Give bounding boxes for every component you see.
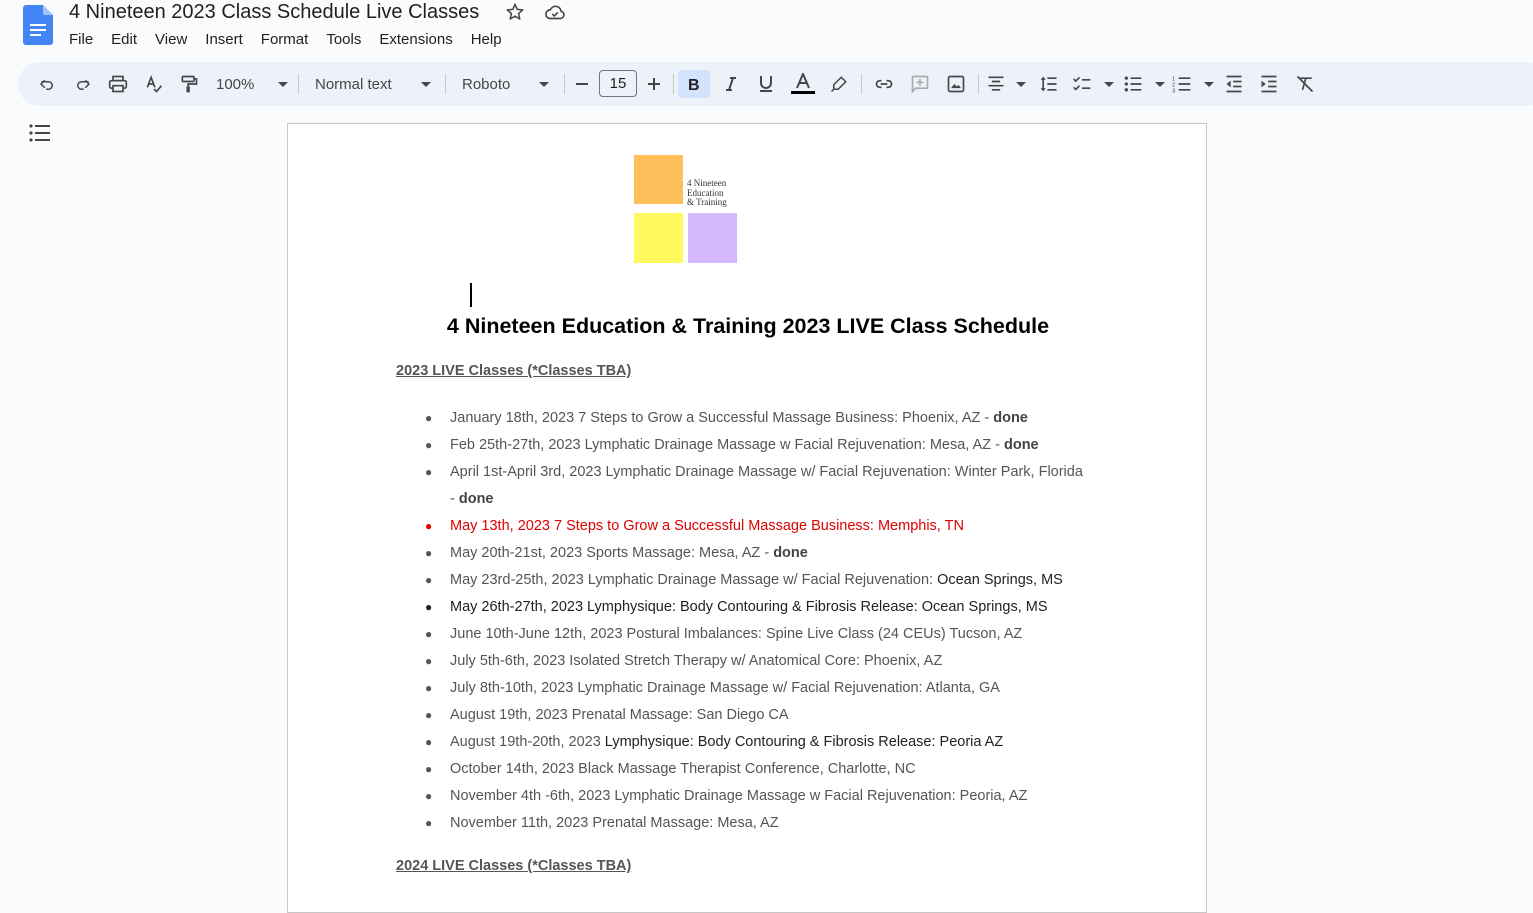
list-item bbox=[396, 567, 1116, 594]
toolbar-divider bbox=[978, 74, 979, 94]
class-title: Lymphysique: Body Contouring & Fibrosis Release: Peoria AZ bbox=[604, 734, 1004, 750]
list-item bbox=[396, 783, 1116, 810]
list-item bbox=[396, 540, 1116, 567]
logo-text: 4 Nineteen Education & Training bbox=[687, 178, 727, 207]
bullet-icon: ● bbox=[425, 519, 433, 533]
font-size-input[interactable]: 15 bbox=[599, 70, 637, 97]
class-text: May 20th-21st, 2023 Sports Massage: Mesa, AZ - bbox=[450, 545, 774, 561]
menu-extensions[interactable]: Extensions bbox=[379, 31, 453, 48]
undo-icon[interactable] bbox=[34, 70, 60, 98]
company-logo bbox=[634, 155, 738, 263]
chevron-down-icon bbox=[1155, 82, 1165, 87]
print-icon[interactable] bbox=[105, 70, 131, 98]
clear-formatting-icon[interactable] bbox=[1292, 70, 1318, 98]
bullet-icon: ● bbox=[425, 627, 433, 641]
list-item bbox=[396, 648, 1116, 675]
bold-icon[interactable] bbox=[678, 70, 710, 98]
increase-indent-icon[interactable] bbox=[1256, 70, 1282, 98]
status-done: done bbox=[1003, 437, 1039, 453]
list-item bbox=[396, 729, 1116, 756]
list-item bbox=[396, 675, 1116, 702]
bullet-icon: ● bbox=[425, 762, 433, 776]
chevron-down-icon bbox=[539, 82, 549, 87]
increase-font-size-icon[interactable] bbox=[643, 70, 665, 98]
google-docs-logo-icon[interactable] bbox=[23, 5, 53, 45]
logo-square-orange bbox=[634, 155, 683, 204]
document-outline-icon[interactable] bbox=[29, 123, 51, 143]
class-text: May 23rd-25th, 2023 Lymphatic Drainage Massage w/ Facial Rejuvenation: bbox=[450, 572, 938, 588]
toolbar-divider bbox=[298, 74, 299, 94]
logo-square-yellow bbox=[634, 213, 683, 263]
text-color-icon[interactable] bbox=[789, 70, 817, 98]
class-text: May 13th, 2023 7 Steps to Grow a Successful Massage Business: Memphis, TN bbox=[450, 518, 964, 534]
status-done: done bbox=[458, 491, 494, 507]
checklist-select[interactable] bbox=[1072, 70, 1114, 98]
zoom-value: 100% bbox=[216, 75, 255, 93]
class-list-2023 bbox=[396, 405, 1116, 837]
bullet-icon: ● bbox=[425, 465, 433, 479]
list-item bbox=[396, 621, 1116, 648]
numbered-list-select[interactable] bbox=[1172, 70, 1214, 98]
list-item bbox=[396, 702, 1116, 729]
align-select[interactable] bbox=[986, 70, 1026, 98]
svg-text:B: B bbox=[688, 77, 700, 92]
menu-file[interactable]: File bbox=[69, 31, 94, 48]
status-done: done bbox=[993, 410, 1028, 426]
italic-icon[interactable] bbox=[718, 70, 744, 98]
list-item-highlighted bbox=[396, 513, 1116, 540]
bullet-icon: ● bbox=[425, 573, 433, 587]
chevron-down-icon bbox=[1104, 82, 1114, 87]
bullet-icon: ● bbox=[425, 600, 433, 614]
paint-format-icon[interactable] bbox=[176, 70, 202, 98]
numbered-list-icon bbox=[1172, 74, 1192, 94]
class-text: June 10th-June 12th, 2023 Postural Imbalances: Spine Live Class (24 CEUs) Tucson, AZ bbox=[450, 626, 1023, 642]
chevron-down-icon bbox=[1016, 82, 1026, 87]
section-heading-2023: 2023 LIVE Classes (*Classes TBA) bbox=[396, 363, 632, 379]
document-heading: 4 Nineteen Education & Training 2023 LIVE Class Schedule bbox=[446, 314, 1050, 338]
class-text: July 8th-10th, 2023 Lymphatic Drainage Massage w/ Facial Rejuvenation: Atlanta, GA bbox=[450, 680, 1000, 696]
document-title[interactable]: 4 Nineteen 2023 Class Schedule Live Classes bbox=[69, 1, 480, 23]
menu-edit[interactable]: Edit bbox=[111, 31, 138, 48]
class-text: May 26th-27th, 2023 Lymphysique: Body Contouring & Fibrosis Release: Ocean Springs, MS bbox=[450, 599, 1048, 615]
bullet-icon: ● bbox=[425, 438, 433, 452]
align-center-icon bbox=[986, 74, 1006, 94]
bullet-icon: ● bbox=[425, 735, 433, 749]
list-item bbox=[396, 432, 1116, 459]
toolbar-divider bbox=[445, 74, 446, 94]
svg-text:2: 2 bbox=[1172, 82, 1176, 89]
class-text: November 4th -6th, 2023 Lymphatic Drainage Massage w Facial Rejuvenation: Peoria, AZ bbox=[450, 788, 1028, 804]
paragraph-style-select[interactable] bbox=[315, 70, 431, 98]
class-text: January 18th, 2023 7 Steps to Grow a Successful Massage Business: Phoenix, AZ - bbox=[450, 410, 994, 426]
class-text: - bbox=[450, 491, 459, 507]
chevron-down-icon bbox=[421, 82, 431, 87]
font-family-value: Roboto bbox=[462, 75, 511, 93]
bullet-icon: ● bbox=[425, 789, 433, 803]
insert-link-icon[interactable] bbox=[871, 70, 897, 98]
toolbar-divider bbox=[861, 74, 862, 94]
list-item bbox=[396, 405, 1116, 432]
toolbar-divider bbox=[564, 74, 565, 94]
document-page[interactable] bbox=[287, 123, 1207, 913]
checklist-icon bbox=[1072, 74, 1092, 94]
redo-icon[interactable] bbox=[70, 70, 96, 98]
list-item bbox=[396, 459, 1116, 513]
spellcheck-icon[interactable] bbox=[141, 70, 167, 98]
chevron-down-icon bbox=[278, 82, 288, 87]
formatting-toolbar bbox=[18, 62, 1533, 106]
menu-help[interactable]: Help bbox=[470, 31, 502, 48]
bullet-icon: ● bbox=[425, 708, 433, 722]
line-spacing-icon[interactable] bbox=[1036, 70, 1062, 98]
menu-tools[interactable]: Tools bbox=[326, 31, 362, 48]
list-item bbox=[396, 594, 1116, 621]
toolbar-divider bbox=[673, 74, 674, 94]
menu-insert[interactable]: Insert bbox=[205, 31, 243, 48]
list-item bbox=[396, 756, 1116, 783]
bulleted-list-icon bbox=[1123, 74, 1143, 94]
title-bar bbox=[0, 0, 1533, 58]
svg-text:1: 1 bbox=[1172, 76, 1176, 83]
list-item bbox=[396, 810, 1116, 837]
add-comment-icon[interactable] bbox=[907, 70, 933, 98]
bullet-icon: ● bbox=[425, 681, 433, 695]
zoom-select[interactable] bbox=[216, 70, 288, 98]
svg-text:3: 3 bbox=[1172, 88, 1176, 94]
class-text: November 11th, 2023 Prenatal Massage: Mesa, AZ bbox=[450, 815, 779, 831]
decrease-font-size-icon[interactable] bbox=[571, 70, 593, 98]
cloud-saved-icon[interactable] bbox=[544, 3, 566, 23]
bullet-icon: ● bbox=[425, 816, 433, 830]
class-text: August 19th-20th, 2023 bbox=[450, 734, 605, 750]
menu-bar bbox=[60, 29, 511, 51]
bulleted-list-select[interactable] bbox=[1123, 70, 1165, 98]
insert-image-icon[interactable] bbox=[943, 70, 969, 98]
bullet-icon: ● bbox=[425, 411, 433, 425]
chevron-down-icon bbox=[1204, 82, 1214, 87]
bullet-icon: ● bbox=[425, 654, 433, 668]
section-heading-2024: 2024 LIVE Classes (*Classes TBA) bbox=[396, 858, 632, 874]
text-cursor bbox=[470, 283, 472, 307]
status-done: done bbox=[773, 545, 808, 561]
class-text: October 14th, 2023 Black Massage Therapist Conference, Charlotte, NC bbox=[450, 761, 916, 777]
class-text: April 1st-April 3rd, 2023 Lymphatic Drainage Massage w/ Facial Rejuvenation: Winter Park, Florida bbox=[450, 464, 1083, 480]
decrease-indent-icon[interactable] bbox=[1221, 70, 1247, 98]
paragraph-style-value: Normal text bbox=[315, 75, 392, 93]
class-text: August 19th, 2023 Prenatal Massage: San Diego CA bbox=[450, 707, 789, 723]
class-text: Feb 25th-27th, 2023 Lymphatic Drainage Massage w Facial Rejuvenation: Mesa, AZ - bbox=[450, 437, 1004, 453]
class-location: Ocean Springs, MS bbox=[937, 572, 1063, 588]
star-icon[interactable] bbox=[505, 2, 525, 22]
menu-format[interactable]: Format bbox=[260, 31, 309, 48]
font-family-select[interactable] bbox=[462, 70, 549, 98]
class-text: July 5th-6th, 2023 Isolated Stretch Therapy w/ Anatomical Core: Phoenix, AZ bbox=[450, 653, 943, 669]
bullet-icon: ● bbox=[425, 546, 433, 560]
logo-square-purple bbox=[688, 213, 737, 263]
highlight-color-icon[interactable] bbox=[826, 70, 852, 98]
underline-icon[interactable] bbox=[753, 70, 779, 98]
menu-view[interactable]: View bbox=[155, 31, 188, 48]
